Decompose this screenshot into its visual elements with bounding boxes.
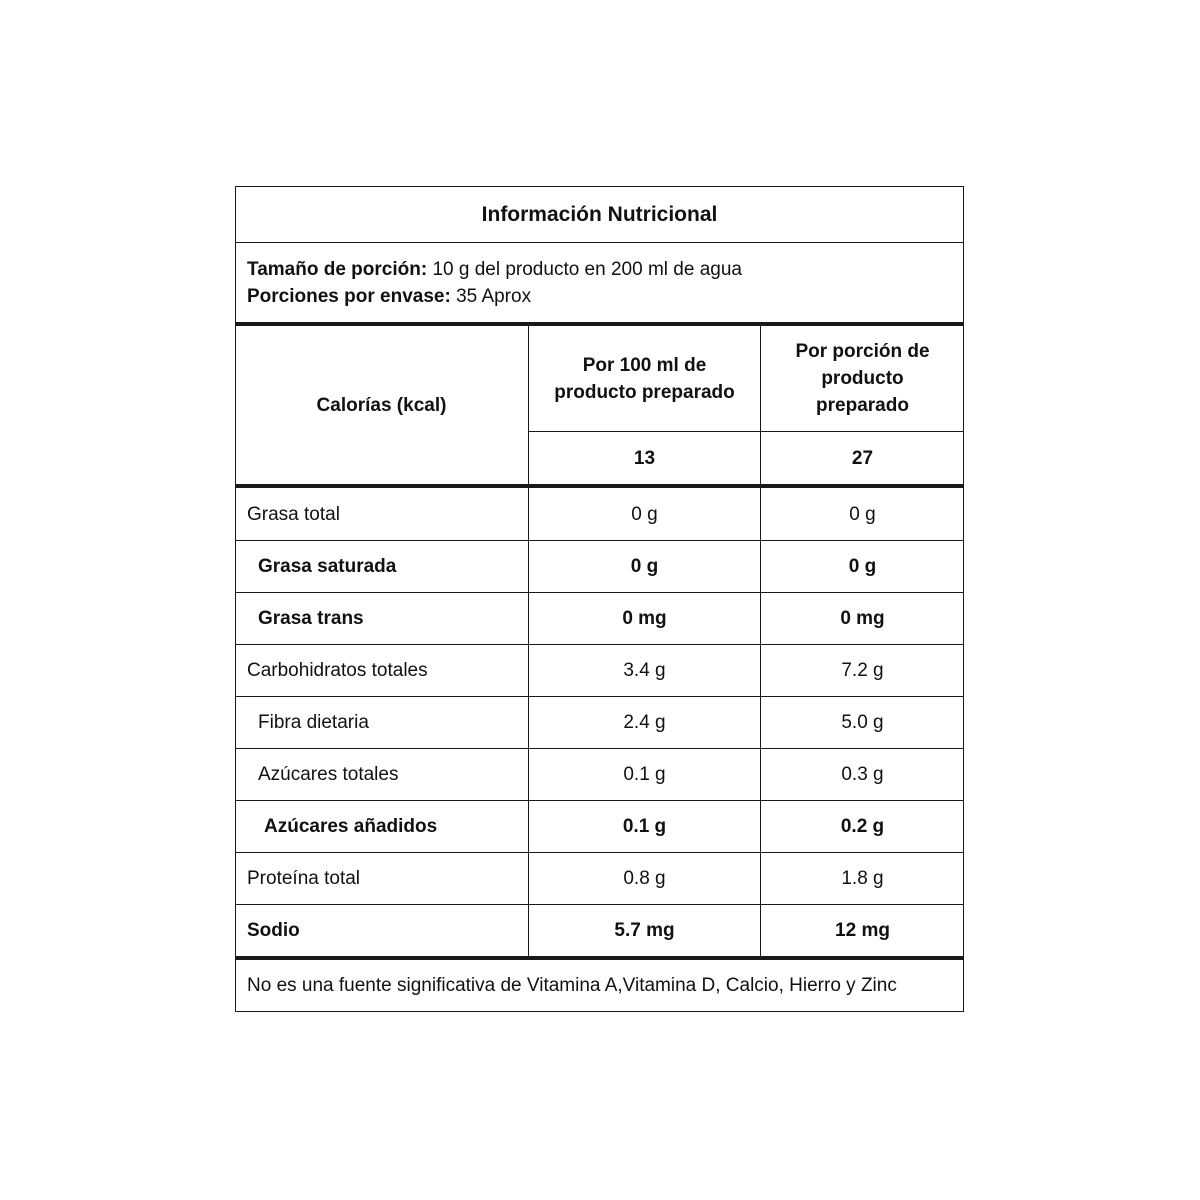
nutrient-name: Proteína total xyxy=(247,868,361,889)
nutrient-name: Fibra dietaria xyxy=(258,712,369,733)
serving-size-value: 10 g del producto en 200 ml de agua xyxy=(427,258,742,280)
nutrient-per-serving: 0 g xyxy=(849,503,876,525)
nutrient-per-serving: 0.2 g xyxy=(840,816,885,837)
serving-info xyxy=(247,243,947,322)
nutrient-name: Carbohidratos totales xyxy=(247,660,428,681)
column-header-per-serving: Por porción de producto preparado xyxy=(795,341,930,416)
nutrient-name: Grasa trans xyxy=(258,608,364,629)
calories-per-serving: 27 xyxy=(851,447,874,469)
nutrient-per-serving: 5.0 g xyxy=(841,712,884,733)
nutrient-per-100ml: 0.1 g xyxy=(622,816,667,837)
nutrient-name: Azúcares añadidos xyxy=(264,816,438,837)
nutrient-per-100ml: 0 mg xyxy=(622,608,667,629)
column-header-per-100ml: Por 100 ml de producto preparado xyxy=(554,354,735,403)
nutrient-name: Azúcares totales xyxy=(258,764,399,785)
nutrient-per-serving: 0 mg xyxy=(840,608,885,629)
label-title: Información Nutricional xyxy=(481,202,718,226)
calories-per-100ml: 13 xyxy=(633,447,656,469)
nutrient-per-100ml: 0 g xyxy=(630,556,659,577)
nutrient-per-100ml: 0.1 g xyxy=(623,764,666,785)
serving-size-label: Tamaño de porción: xyxy=(247,258,428,280)
calories-label: Calorías (kcal) xyxy=(316,394,447,416)
nutrient-per-100ml: 2.4 g xyxy=(623,712,666,733)
nutrient-per-100ml: 5.7 mg xyxy=(614,920,675,941)
nutrient-per-100ml: 3.4 g xyxy=(623,660,666,681)
nutrient-per-100ml: 0 g xyxy=(631,503,658,525)
nutrient-name: Sodio xyxy=(247,920,300,941)
nutrient-per-serving: 0 g xyxy=(848,556,877,577)
servings-per-container-label: Porciones por envase: xyxy=(247,285,451,307)
nutrient-per-serving: 7.2 g xyxy=(841,660,884,681)
nutrient-name: Grasa saturada xyxy=(258,556,397,577)
nutrient-per-serving: 0.3 g xyxy=(841,764,884,785)
serving-size xyxy=(247,256,742,283)
servings-per-container-value: 35 Aprox xyxy=(450,285,532,307)
nutrient-per-serving: 12 mg xyxy=(835,920,890,941)
nutrient-per-serving: 1.8 g xyxy=(841,868,884,889)
nutrient-per-100ml: 0.8 g xyxy=(623,868,666,889)
servings-per-container xyxy=(247,283,531,310)
nutrient-name: Grasa total xyxy=(247,503,340,525)
footnote: No es una fuente significativa de Vitamina A,Vitamina D, Calcio, Hierro y Zinc xyxy=(247,975,897,996)
